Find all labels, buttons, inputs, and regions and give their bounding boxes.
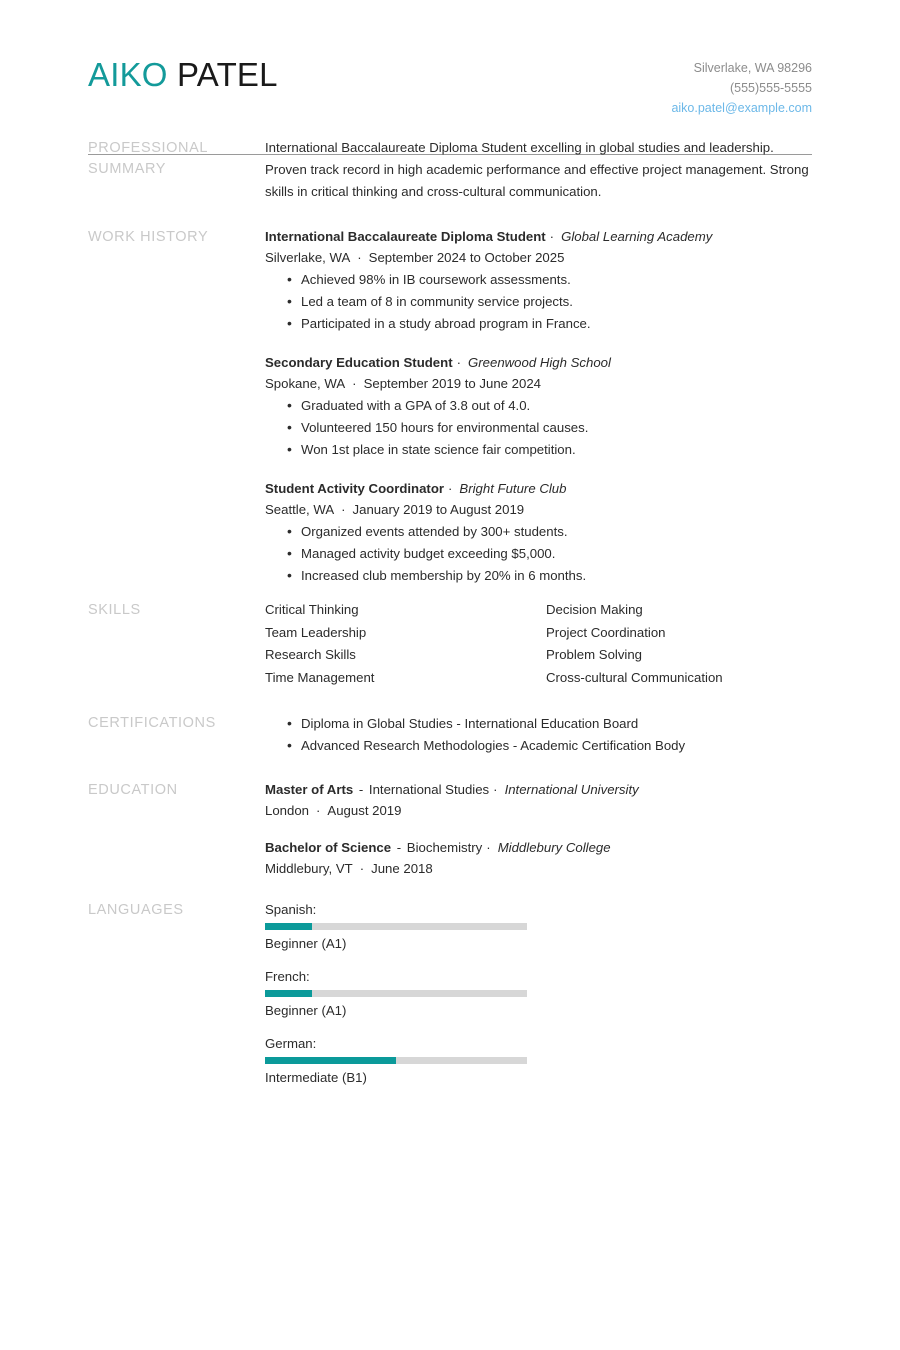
education-entry [265, 837, 812, 879]
contact-phone: (555)555-5555 [729, 81, 812, 95]
work-entry-separator: · [341, 502, 346, 517]
education-entry-dash: - [355, 782, 367, 797]
section-label-summary: PROFESSIONAL SUMMARY [88, 140, 208, 177]
resume-header [0, 0, 900, 115]
education-entry-date: June 2018 [371, 861, 433, 876]
work-entry [265, 226, 812, 335]
education-entry-title-line [265, 837, 812, 858]
language-name: French: [265, 969, 310, 984]
list-item: • Participated in a study abroad program in France. [265, 313, 812, 335]
language-proficiency-bar [265, 1057, 527, 1064]
section-certifications [88, 712, 812, 757]
summary-text: International Baccalaureate Diploma Student excelling in global studies and leadership. Proven track record in high academic performance and effective project management. Strong skills in critical thinking and cross-cultural communication. [265, 140, 809, 199]
skill-item: Time Management [265, 669, 375, 685]
language-proficiency-bar [265, 923, 527, 930]
work-entry-location: Silverlake, WA [265, 250, 351, 265]
work-entry-title: International Baccalaureate Diploma Student [265, 229, 546, 244]
education-entry-title-line [265, 779, 812, 800]
resume-body [0, 137, 900, 1100]
section-label-certifications: CERTIFICATIONS [88, 715, 216, 731]
skill-item: Cross-cultural Communication [546, 669, 723, 685]
work-entry-company: Greenwood High School [468, 355, 611, 370]
language-level: Beginner (A1) [265, 1003, 347, 1018]
education-entry-school: International University [504, 782, 639, 797]
list-item: • Organized events attended by 300+ students. [265, 521, 812, 543]
languages-grid [265, 899, 812, 1100]
work-entry-title: Secondary Education Student [265, 355, 453, 370]
work-entry-company: Bright Future Club [459, 481, 567, 496]
education-entry-field: International Studies [368, 782, 490, 797]
work-entry-title-line [265, 226, 812, 247]
work-entry-separator: · [352, 376, 357, 391]
work-entry-bullets [265, 395, 812, 461]
contact-location: Silverlake, WA 98296 [693, 61, 812, 75]
section-skills [88, 599, 812, 689]
education-entry-separator: · [359, 861, 365, 876]
language-proficiency-fill [265, 990, 312, 997]
language-level: Beginner (A1) [265, 936, 347, 951]
work-entry-title-line [265, 478, 812, 499]
education-entry-degree: Master of Arts [265, 782, 354, 797]
skills-grid [265, 599, 812, 689]
work-history-body [265, 226, 812, 587]
education-entry-date: August 2019 [327, 803, 402, 818]
list-item: • Won 1st place in state science fair competition. [265, 439, 812, 461]
work-entry-separator: · [357, 250, 362, 265]
work-entry-bullets [265, 269, 812, 335]
work-entry-meta [265, 373, 812, 394]
list-item: • Advanced Research Methodologies - Academic Certification Body [265, 735, 812, 757]
skill-item: Decision Making [546, 602, 643, 617]
education-entry-degree: Bachelor of Science [265, 840, 392, 855]
language-proficiency-bar [265, 990, 527, 997]
section-languages [88, 899, 812, 1100]
education-entry-dash: - [393, 840, 405, 855]
language-name: German: [265, 1036, 317, 1051]
languages-body [265, 899, 812, 1100]
first-name: AIKO [88, 56, 168, 93]
skill-item: Project Coordination [546, 624, 666, 640]
education-entry-location: Middlebury, VT [265, 861, 353, 876]
education-entry-meta [265, 858, 812, 879]
section-label-languages: LANGUAGES [88, 902, 184, 918]
work-entry-title: Student Activity Coordinator [265, 481, 445, 496]
language-entry [265, 899, 540, 954]
list-item: • Graduated with a GPA of 3.8 out of 4.0. [265, 395, 812, 417]
certifications-body [265, 712, 812, 757]
work-entry [265, 478, 812, 587]
last-name: PATEL [177, 56, 278, 93]
work-entry-company: Global Learning Academy [561, 229, 713, 244]
skill-item: Research Skills [265, 647, 356, 662]
work-entry [265, 352, 812, 461]
list-item: • Increased club membership by 20% in 6 months. [265, 565, 812, 587]
education-entry-separator: · [493, 782, 498, 797]
skill-item: Problem Solving [546, 647, 643, 662]
work-entry-separator: · [549, 229, 555, 244]
section-label-education: EDUCATION [88, 782, 178, 798]
section-label-skills: SKILLS [88, 602, 141, 618]
work-entry-meta [265, 247, 812, 268]
list-item: • Managed activity budget exceeding $5,000. [265, 543, 812, 565]
work-entry-location: Seattle, WA [265, 502, 335, 517]
education-entry-separator: · [486, 840, 491, 855]
language-entry [265, 966, 540, 1021]
skills-body [265, 599, 812, 689]
language-level: Intermediate (B1) [265, 1070, 367, 1085]
skill-item: Team Leadership [265, 624, 367, 640]
list-item: • Achieved 98% in IB coursework assessments. [265, 269, 812, 291]
education-entry-school: Middlebury College [497, 840, 611, 855]
summary-body [265, 137, 812, 203]
skills-column-right [546, 599, 827, 689]
list-item: • Volunteered 150 hours for environmental causes. [265, 417, 812, 439]
skills-column-left [265, 599, 546, 689]
work-entry-location: Spokane, WA [265, 376, 346, 391]
education-entry [265, 779, 812, 821]
section-label-work-history: WORK HISTORY [88, 229, 209, 245]
education-entry-location: London [265, 803, 310, 818]
skill-item: Critical Thinking [265, 602, 359, 617]
education-entry-field: Biochemistry [406, 840, 483, 855]
section-professional-summary [88, 137, 812, 203]
work-entry-meta [265, 499, 812, 520]
work-entry-dates: September 2019 to June 2024 [363, 376, 541, 391]
work-entry-separator: · [448, 481, 453, 496]
work-entry-separator: · [456, 355, 461, 370]
certifications-list [265, 713, 812, 757]
education-entry-meta [265, 800, 812, 821]
education-body [265, 779, 812, 879]
education-entry-separator: · [316, 803, 321, 818]
contact-email[interactable]: aiko.patel@example.com [671, 101, 812, 115]
work-entry-dates: September 2024 to October 2025 [368, 250, 565, 265]
language-entry [265, 1033, 540, 1088]
work-entry-bullets [265, 521, 812, 587]
section-education [88, 779, 812, 879]
language-proficiency-fill [265, 923, 312, 930]
contact-block [671, 58, 812, 118]
list-item: • Diploma in Global Studies - International Education Board [265, 713, 812, 735]
section-work-history [88, 226, 812, 587]
work-entry-title-line [265, 352, 812, 373]
work-entry-dates: January 2019 to August 2019 [352, 502, 525, 517]
language-proficiency-fill [265, 1057, 396, 1064]
language-name: Spanish: [265, 902, 317, 917]
list-item: • Led a team of 8 in community service projects. [265, 291, 812, 313]
